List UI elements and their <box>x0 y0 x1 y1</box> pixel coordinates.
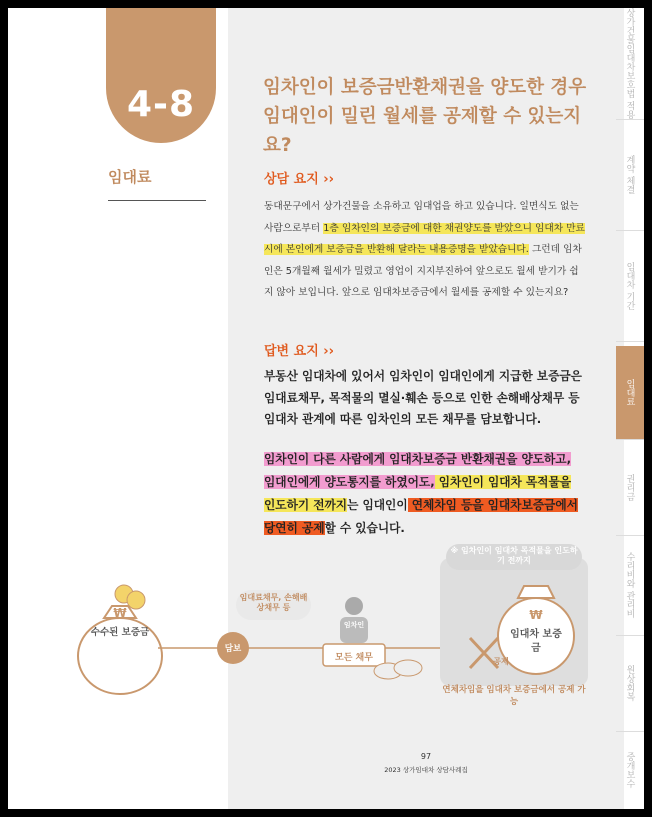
answer-highlight-yellow: 임차인이 임대차 목적물을 인도하기 전까지 <box>264 475 572 512</box>
won-symbol-icon: ₩ <box>529 608 543 622</box>
tab-item[interactable]: 권리금 <box>616 439 644 536</box>
consult-text <box>264 196 586 304</box>
tab-item[interactable]: 원상회복 <box>616 635 644 732</box>
note-label: ※ 임차인이 임대차 목적물을 인도하기 전까지 <box>450 546 578 565</box>
double-chevron-icon: ›› <box>323 344 335 359</box>
tab-item[interactable]: 계약 체결 <box>616 119 644 231</box>
consult-heading <box>264 168 334 187</box>
answer-plain-1: 는 임대인이 <box>347 498 408 512</box>
book-title: 2023 상가임대차 상담사례집 <box>384 766 468 774</box>
page-title <box>263 73 603 160</box>
tab-item[interactable]: 임대차 기간 <box>616 230 644 342</box>
consult-highlight: 1층 임차인의 보증금에 대한 채권양도를 받았으니 임대차 만료 시에 본인에게 보증금을 반환해 달라는 내용증명을 받았습니다. <box>264 222 585 255</box>
tab-item-active[interactable]: 임대료 <box>616 346 644 440</box>
double-chevron-icon: ›› <box>323 172 335 187</box>
document-page <box>8 8 644 809</box>
bag-right-label: 임대차 보증금 <box>510 629 562 654</box>
answer-highlight-orange: 연체차임 등을 임대차보증금에서 당연히 공제 <box>264 498 578 535</box>
consult-label: 상담 요지 <box>264 172 319 187</box>
won-symbol-icon: ₩ <box>113 606 127 620</box>
answer-plain-2: 할 수 있습니다. <box>324 521 405 535</box>
chapter-number: 4-8 <box>126 84 196 125</box>
tab-item[interactable]: 상가건물임대차보호법 적용 <box>616 8 644 120</box>
security-label: 담보 <box>224 644 242 654</box>
title-line-2: 임대인이 밀린 월세를 공제할 수 있는지요? <box>263 106 582 156</box>
all-debt-label: 모든 채무 <box>335 653 373 663</box>
debt-pill-label: 임대료채무, 손해배상채무 등 <box>239 593 308 612</box>
money-bag-left-icon <box>78 585 162 694</box>
answer-text-1: 부동산 임대차에 있어서 임차인이 임대인에게 지급한 보증금은 임대료채무, 목적물의 멸실·훼손 등으로 인한 손해배상채무 등 임대차 관계에 따른 임차인의 모든 채무를 담보합니다. <box>264 369 582 426</box>
answer-heading <box>264 340 334 359</box>
tab-item[interactable]: 수리비와 관리비 <box>616 535 644 636</box>
answer-text-2 <box>264 448 586 540</box>
title-line-1: 임차인이 보증금반환채권을 양도한 경우 <box>263 77 587 98</box>
person-label: 임차인 <box>343 621 365 629</box>
tab-item[interactable]: 중개보수 <box>624 752 635 788</box>
chapter-tabs <box>616 8 644 809</box>
answer-highlight-pink: 임차인이 다른 사람에게 임대차보증금 반환채권을 양도하고, 임대인에게 양도통지를 하였어도, <box>264 452 572 489</box>
consult-text-a: 동대문구에서 상가건물을 소유하고 임대업을 하고 있습니다. 일면식도 없는 사람으로부터 <box>264 201 579 234</box>
divider <box>108 200 206 201</box>
deduct-label: 공제 <box>493 657 509 666</box>
chapter-badge <box>106 8 216 143</box>
bag-left-label: 수수된 보증금 <box>90 627 150 638</box>
page-number: 97 <box>420 752 432 761</box>
answer-label: 답변 요지 <box>264 344 319 359</box>
illustration-caption: 연체차임을 임대차 보증금에서 공제 가능 <box>442 685 586 707</box>
category-title: 임대료 <box>108 168 152 186</box>
consult-text-b: 그런데 임차인은 5개월째 월세가 밀렸고 영업이 지지부진하여 앞으로도 월세 받기가 쉽지 않아 보입니다. 앞으로 임대차보증금에서 월세를 공제할 수 있는지요? <box>264 244 582 298</box>
